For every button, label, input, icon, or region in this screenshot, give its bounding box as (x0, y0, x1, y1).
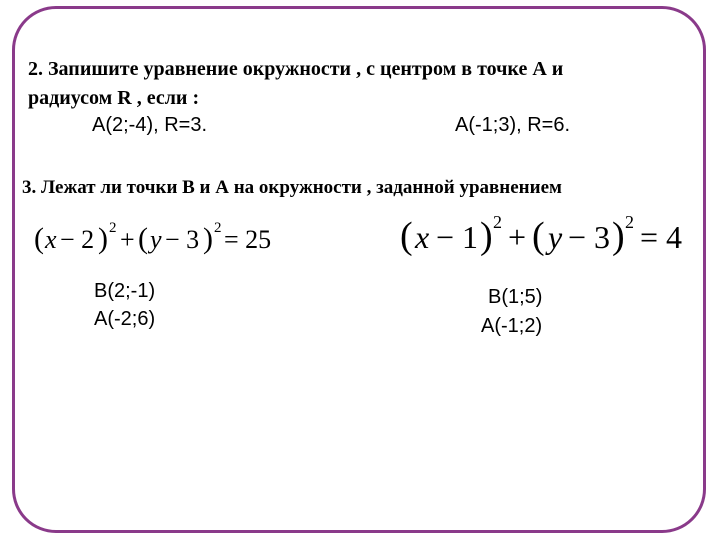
eq2-plus: + (508, 219, 527, 255)
eq2-open-paren-2: ( (532, 215, 545, 257)
eq1-minus-3: − 3 (165, 225, 200, 254)
eq1-open-paren-2: ( (138, 222, 148, 255)
task3-title: 3. Лежат ли точки В и А на окружности , заданной уравнением (22, 177, 562, 198)
task2-case-b: А(-1;3), R=6. (455, 114, 571, 136)
eq2-y: y (548, 219, 563, 255)
eq2-close-paren: ) (480, 215, 493, 257)
task2-line2: радиусом R , если : (28, 87, 200, 109)
eq2-close-paren-2: ) (612, 215, 625, 257)
eq1-exp-1: 2 (109, 220, 117, 236)
eq1-y: y (150, 225, 162, 254)
equation-2 (400, 212, 710, 262)
eq1-rhs: = 25 (224, 225, 272, 254)
eq2-rhs: = 4 (640, 219, 683, 255)
task2-line1: 2. Запишите уравнение окружности , с центром в точке А и (28, 58, 564, 80)
eq2-minus-1: − 1 (436, 219, 479, 255)
eq2-x: x (415, 219, 430, 255)
eq1-exp-2: 2 (214, 220, 222, 236)
slide-frame (12, 6, 706, 533)
eq1-close-paren: ) (98, 222, 108, 255)
point-a-left: А(-2;6) (94, 308, 156, 330)
eq1-close-paren-2: ) (203, 222, 213, 255)
point-b-left: В(2;-1) (94, 280, 156, 302)
equation-1 (34, 218, 284, 262)
eq1-minus-2: − 2 (60, 225, 95, 254)
eq2-exp-2: 2 (625, 212, 634, 232)
eq1-plus: + (120, 225, 135, 254)
point-a-right: А(-1;2) (481, 315, 543, 337)
eq1-x: x (45, 225, 57, 254)
eq2-exp-1: 2 (493, 212, 502, 232)
eq2-minus-3: − 3 (568, 219, 611, 255)
eq2-open-paren: ( (400, 215, 413, 257)
point-b-right: В(1;5) (488, 286, 543, 308)
eq1-open-paren: ( (34, 222, 44, 255)
task2-case-a: А(2;-4), R=3. (92, 114, 208, 136)
